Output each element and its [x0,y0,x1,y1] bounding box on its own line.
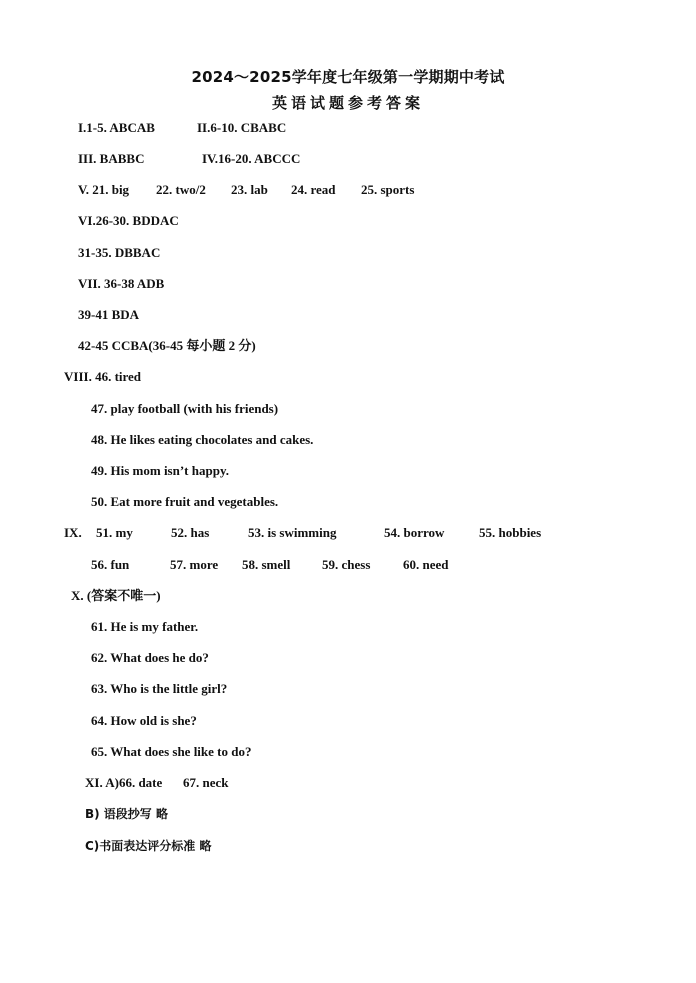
section-xi-answer-67: 67. neck [183,775,229,790]
section-vii-answers-3: 42-45 CCBA(36-45 每小题 2 分) [78,338,256,353]
section-ix-item: 58. smell [242,557,291,572]
section-vii-answers-2: 39-41 BDA [78,307,140,322]
section-ix-item: 53. is swimming [248,525,337,540]
section-ix-item: 52. has [171,525,210,540]
section-ix-label: IX. [64,525,82,540]
section-ix-item: 51. my [96,525,133,540]
section-x-label: X. (答案不唯一) [71,588,161,603]
section-iii-answers: III. BABBC [78,151,145,166]
answer-key-subtitle: 英语试题参考答案 [271,94,424,112]
section-i-answers: I.1-5. ABCAB [78,120,155,135]
section-ix-item: 60. need [403,557,449,572]
section-v-row [0,180,696,200]
section-x-answer-62: 62. What does he do? [91,650,209,665]
answer-row-1 [0,118,696,138]
section-v-item: 24. read [291,182,336,197]
section-v-item: V. 21. big [78,182,130,197]
exam-title: 2024～2025学年度七年级第一学期期中考试 [191,68,505,86]
section-x-answer-65: 65. What does she like to do? [91,744,252,759]
section-ix-item: 54. borrow [384,525,445,540]
section-vi-answers-1: VI.26-30. BDDAC [78,213,179,228]
section-v-item: 22. two/2 [156,182,206,197]
section-viii-answer-48: 48. He likes eating chocolates and cakes. [91,432,314,447]
section-v-item: 23. lab [231,182,268,197]
section-xi-part-b: B) 语段抄写 略 [85,807,168,821]
section-ix-item: 55. hobbies [479,525,542,540]
section-viii-answer-50: 50. Eat more fruit and vegetables. [91,494,279,509]
section-v-item: 25. sports [361,182,415,197]
section-viii-answer-47: 47. play football (with his friends) [91,401,279,416]
section-xi-answer-66: XI. A)66. date [85,775,163,790]
section-ix-item: 56. fun [91,557,130,572]
section-xi-row-a [0,773,696,793]
section-x-answer-64: 64. How old is she? [91,713,197,728]
section-ix-item: 59. chess [322,557,371,572]
section-iv-answers: IV.16-20. ABCCC [202,151,301,166]
section-viii-answer-49: 49. His mom isn’t happy. [91,463,229,478]
section-viii-answer-46: VIII. 46. tired [64,369,142,384]
section-ix-item: 57. more [170,557,219,572]
answer-row-2 [0,149,696,169]
section-vii-answers-1: VII. 36-38 ADB [78,276,165,291]
section-x-answer-61: 61. He is my father. [91,619,199,634]
section-vi-answers-2: 31-35. DBBAC [78,245,161,260]
section-xi-part-c: C)书面表达评分标准 略 [85,839,212,853]
section-ix-row-2 [0,555,696,575]
section-ix-row-1 [0,523,696,543]
section-ii-answers: II.6-10. CBABC [197,120,287,135]
section-x-answer-63: 63. Who is the little girl? [91,681,228,696]
